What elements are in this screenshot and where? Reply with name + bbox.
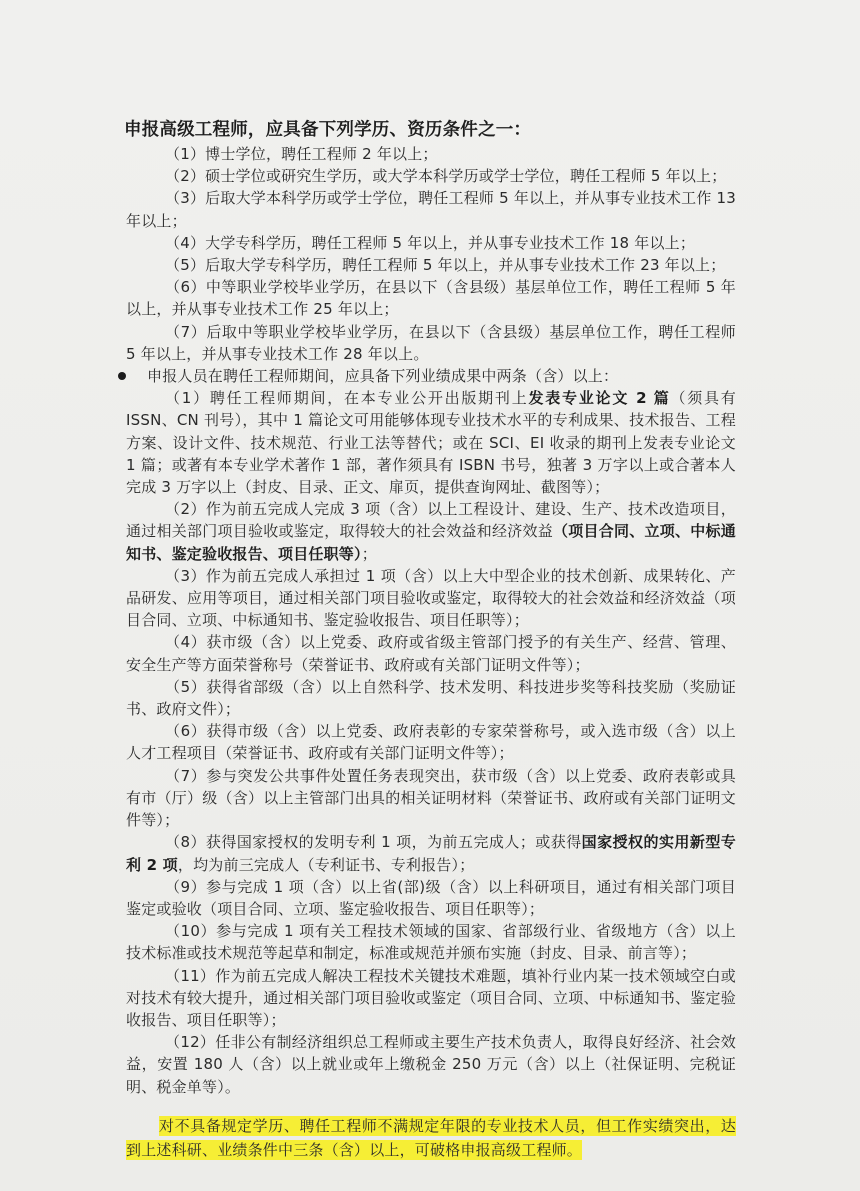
- education-item-7: （7）后取中等职业学校毕业学历，在县以下（含县级）基层单位工作，聘任工程师 5 年以上，并从事专业技术工作 28 年以上。: [126, 322, 736, 363]
- achievement-8-emphasis: 国家授权的实用新型专利 2 项: [126, 833, 736, 874]
- education-item-1: （1）博士学位，聘任工程师 2 年以上；: [165, 145, 438, 163]
- bullet-icon: [118, 372, 126, 380]
- achievement-item-6: （6）获得市级（含）以上党委、政府表彰的专家荣誉称号，或入选市级（含）以上人才工程项目（荣誉证书、政府或有关部门证明文件等）；: [126, 722, 736, 763]
- achievement-2-emphasis: （项目合同、立项、中标通知书、鉴定验收报告、项目任职等）: [126, 522, 736, 563]
- achievement-item-5: （5）获得省部级（含）以上自然科学、技术发明、科技进步奖等科技奖励（奖励证书、政府文件）；: [126, 677, 736, 719]
- education-item-4: （4）大学专科学历，聘任工程师 5 年以上，并从事专业技术工作 18 年以上；: [165, 233, 696, 252]
- achievement-item-2: [126, 498, 736, 565]
- achievements-intro: [126, 365, 736, 387]
- achievement-item-11: （11）作为前五完成人解决工程技术关键技术难题，填补行业内某一技术领域空白或对技术有较大提升，通过相关部门项目验收或鉴定（项目合同、立项、中标通知书、鉴定验收报告、项目任职等）；: [126, 966, 736, 1029]
- achievement-item-8: [126, 831, 736, 875]
- achievement-8-rest: ，均为前三完成人（专利证书、专利报告）；: [177, 855, 475, 874]
- exception-note: [126, 1114, 736, 1162]
- achievements-list: [126, 387, 736, 1098]
- achievement-item-3: （3）作为前五完成人承担过 1 项（含）以上大中型企业的技术创新、成果转化、产品研发、应用等项目，通过相关部门项目验收或鉴定，取得较大的社会效益和经济效益（项目合同、立项、中标通知书、鉴定验收报告、项目任职等）；: [126, 566, 736, 630]
- education-item-6: （6）中等职业学校毕业学历，在县以下（含县级）基层单位工作，聘任工程师 5 年以上，并从事专业技术工作 25 年以上；: [126, 278, 736, 319]
- education-item-5: （5）后取大学专科学历，聘任工程师 5 年以上，并从事专业技术工作 23 年以上；: [165, 256, 726, 275]
- achievement-1-emphasis: 发表专业论文 2 篇: [528, 389, 671, 408]
- achievement-item-1: [126, 387, 736, 498]
- achievement-2-text: （2）作为前五完成人完成 3 项（含）以上工程设计、建设、生产、技术改造项目，通过相关部门项目验收或鉴定，取得较大的社会效益和经济效益: [126, 500, 736, 541]
- highlighted-text: 对不具备规定学历、聘任工程师不满规定年限的专业技术人员，但工作实绩突出，达到上述科研、业绩条件中三条（含）以上，可破格申报高级工程师。: [126, 1116, 736, 1159]
- achievement-8-text: （8）获得国家授权的发明专利 1 项，为前五完成人；或获得: [165, 833, 582, 852]
- achievement-1-text: （1）聘任工程师期间，在本专业公开出版期刊上: [165, 389, 529, 408]
- achievement-item-12: （12）任非公有制经济组织总工程师或主要生产技术负责人，取得良好经济、社会效益，安置 180 人（含）以上就业或年上缴税金 250 万元（含）以上（社保证明、完税证明、税金单等）。: [126, 1033, 736, 1096]
- achievement-item-10: （10）参与完成 1 项有关工程技术领域的国家、省部级行业、省级地方（含）以上技术标准或技术规范等起草和制定，标准或规范并颁布实施（封皮、目录、前言等）；: [126, 922, 736, 963]
- document-body: [126, 118, 736, 1162]
- achievement-item-9: （9）参与完成 1 项（含）以上省(部)级（含）以上科研项目，通过有相关部门项目鉴定或验收（项目合同、立项、鉴定验收报告、项目任职等）；: [126, 877, 736, 918]
- achievement-2-rest: ；: [361, 544, 377, 563]
- education-item-2: （2）硕士学位或研究生学历，或大学本科学历或学士学位，聘任工程师 5 年以上；: [165, 167, 727, 186]
- education-list: [126, 143, 736, 365]
- achievements-intro-text: 申报人员在聘任工程师期间，应具备下列业绩成果中两条（含）以上：: [147, 367, 619, 386]
- achievement-1-rest: （须具有 ISSN、CN 刊号），其中 1 篇论文可用能够体现专业技术水平的专利成果、技术报告、工程方案、设计文件、技术规范、行业工法等替代；或在 SCI、EI 收录的期刊上发表专业论文 1 篇；或著有本专业学术著作 1 部，著作须具有 ISBN 书号，独著 3 万字以上或合著本人完成 3 万字以上（封皮、目录、正文、扉页，提供查询网址、截图等）；: [126, 389, 736, 497]
- achievement-item-4: （4）获市级（含）以上党委、政府或省级主管部门授予的有关生产、经营、管理、安全生产等方面荣誉称号（荣誉证书、政府或有关部门证明文件等）；: [126, 633, 736, 674]
- page-title: 申报高级工程师，应具备下列学历、资历条件之一：: [124, 120, 532, 140]
- education-item-3: （3）后取大学本科学历或学士学位，聘任工程师 5 年以上，并从事专业技术工作 13 年以上；: [126, 189, 736, 230]
- achievement-item-7: （7）参与突发公共事件处置任务表现突出，获市级（含）以上党委、政府表彰或具有市（厅）级（含）以上主管部门出具的相关证明材料（荣誉证书、政府或有关部门证明文件等）；: [126, 766, 736, 830]
